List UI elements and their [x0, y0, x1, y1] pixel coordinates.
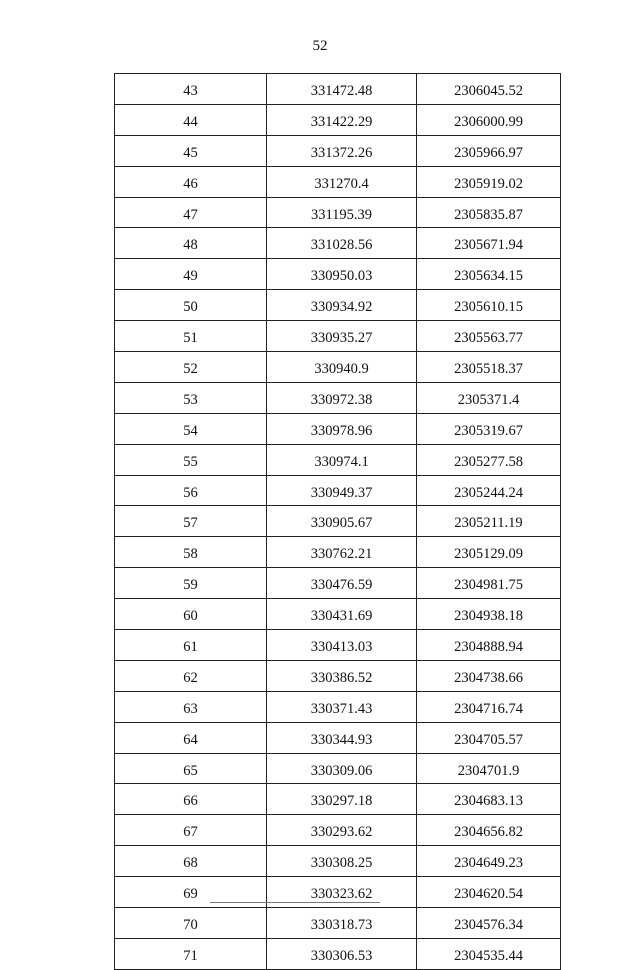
y-coordinate-cell: 2304620.54: [417, 877, 561, 908]
y-coordinate-cell: 2305371.4: [417, 382, 561, 413]
table-row: [115, 908, 561, 939]
x-coordinate-cell: 331028.56: [267, 228, 417, 259]
point-number-cell: 67: [115, 815, 267, 846]
x-coordinate-cell: 330306.53: [267, 938, 417, 969]
table-row: [115, 382, 561, 413]
x-coordinate-cell: 330413.03: [267, 630, 417, 661]
table-row: [115, 506, 561, 537]
scan-edge-line: [210, 902, 380, 903]
point-number-cell: 68: [115, 846, 267, 877]
y-coordinate-cell: 2304656.82: [417, 815, 561, 846]
table-row: [115, 599, 561, 630]
table-row: [115, 846, 561, 877]
point-number-cell: 47: [115, 197, 267, 228]
table-row: [115, 568, 561, 599]
y-coordinate-cell: 2305671.94: [417, 228, 561, 259]
x-coordinate-cell: 330293.62: [267, 815, 417, 846]
x-coordinate-cell: 331422.29: [267, 104, 417, 135]
y-coordinate-cell: 2305835.87: [417, 197, 561, 228]
x-coordinate-cell: 330386.52: [267, 660, 417, 691]
table-row: [115, 259, 561, 290]
point-number-cell: 48: [115, 228, 267, 259]
y-coordinate-cell: 2306000.99: [417, 104, 561, 135]
y-coordinate-cell: 2304649.23: [417, 846, 561, 877]
table-row: [115, 104, 561, 135]
point-number-cell: 69: [115, 877, 267, 908]
x-coordinate-cell: 330972.38: [267, 382, 417, 413]
point-number-cell: 53: [115, 382, 267, 413]
table-row: [115, 475, 561, 506]
x-coordinate-cell: 330318.73: [267, 908, 417, 939]
y-coordinate-cell: 2305919.02: [417, 166, 561, 197]
x-coordinate-cell: 331195.39: [267, 197, 417, 228]
table-row: [115, 753, 561, 784]
y-coordinate-cell: 2304701.9: [417, 753, 561, 784]
point-number-cell: 63: [115, 691, 267, 722]
point-number-cell: 43: [115, 74, 267, 105]
x-coordinate-cell: 330344.93: [267, 722, 417, 753]
table-row: [115, 537, 561, 568]
point-number-cell: 52: [115, 352, 267, 383]
point-number-cell: 64: [115, 722, 267, 753]
y-coordinate-cell: 2305244.24: [417, 475, 561, 506]
table-row: [115, 321, 561, 352]
x-coordinate-cell: 330323.62: [267, 877, 417, 908]
x-coordinate-cell: 330974.1: [267, 444, 417, 475]
y-coordinate-cell: 2304576.34: [417, 908, 561, 939]
x-coordinate-cell: 331372.26: [267, 135, 417, 166]
table-row: [115, 938, 561, 969]
table-row: [115, 630, 561, 661]
table-row: [115, 135, 561, 166]
y-coordinate-cell: 2305966.97: [417, 135, 561, 166]
table-row: [115, 352, 561, 383]
y-coordinate-cell: 2304738.66: [417, 660, 561, 691]
table-row: [115, 444, 561, 475]
point-number-cell: 49: [115, 259, 267, 290]
point-number-cell: 57: [115, 506, 267, 537]
table-row: [115, 784, 561, 815]
y-coordinate-cell: 2305563.77: [417, 321, 561, 352]
y-coordinate-cell: 2305211.19: [417, 506, 561, 537]
point-number-cell: 58: [115, 537, 267, 568]
table-row: [115, 815, 561, 846]
y-coordinate-cell: 2306045.52: [417, 74, 561, 105]
x-coordinate-cell: 330949.37: [267, 475, 417, 506]
table-row: [115, 166, 561, 197]
y-coordinate-cell: 2305319.67: [417, 413, 561, 444]
x-coordinate-cell: 331270.4: [267, 166, 417, 197]
x-coordinate-cell: 330762.21: [267, 537, 417, 568]
x-coordinate-cell: 330297.18: [267, 784, 417, 815]
x-coordinate-cell: 330476.59: [267, 568, 417, 599]
point-number-cell: 55: [115, 444, 267, 475]
table-row: [115, 290, 561, 321]
point-number-cell: 70: [115, 908, 267, 939]
point-number-cell: 45: [115, 135, 267, 166]
table-row: [115, 691, 561, 722]
point-number-cell: 54: [115, 413, 267, 444]
table-row: [115, 228, 561, 259]
point-number-cell: 46: [115, 166, 267, 197]
y-coordinate-cell: 2305518.37: [417, 352, 561, 383]
y-coordinate-cell: 2304938.18: [417, 599, 561, 630]
point-number-cell: 61: [115, 630, 267, 661]
y-coordinate-cell: 2305610.15: [417, 290, 561, 321]
x-coordinate-cell: 330934.92: [267, 290, 417, 321]
x-coordinate-cell: 330950.03: [267, 259, 417, 290]
point-number-cell: 56: [115, 475, 267, 506]
point-number-cell: 62: [115, 660, 267, 691]
point-number-cell: 44: [115, 104, 267, 135]
point-number-cell: 71: [115, 938, 267, 969]
y-coordinate-cell: 2305129.09: [417, 537, 561, 568]
point-number-cell: 51: [115, 321, 267, 352]
y-coordinate-cell: 2304981.75: [417, 568, 561, 599]
x-coordinate-cell: 330935.27: [267, 321, 417, 352]
x-coordinate-cell: 330431.69: [267, 599, 417, 630]
x-coordinate-cell: 330309.06: [267, 753, 417, 784]
y-coordinate-cell: 2304535.44: [417, 938, 561, 969]
table-row: [115, 413, 561, 444]
y-coordinate-cell: 2304705.57: [417, 722, 561, 753]
x-coordinate-cell: 330308.25: [267, 846, 417, 877]
y-coordinate-cell: 2305634.15: [417, 259, 561, 290]
point-number-cell: 50: [115, 290, 267, 321]
x-coordinate-cell: 330940.9: [267, 352, 417, 383]
y-coordinate-cell: 2304888.94: [417, 630, 561, 661]
point-number-cell: 66: [115, 784, 267, 815]
table-row: [115, 74, 561, 105]
x-coordinate-cell: 330371.43: [267, 691, 417, 722]
x-coordinate-cell: 331472.48: [267, 74, 417, 105]
point-number-cell: 60: [115, 599, 267, 630]
coordinate-table: [114, 73, 561, 970]
page-number: 52: [312, 38, 328, 54]
table-row: [115, 660, 561, 691]
table-row: [115, 722, 561, 753]
y-coordinate-cell: 2304716.74: [417, 691, 561, 722]
y-coordinate-cell: 2304683.13: [417, 784, 561, 815]
coordinate-table-body: [115, 74, 561, 970]
point-number-cell: 59: [115, 568, 267, 599]
point-number-cell: 65: [115, 753, 267, 784]
y-coordinate-cell: 2305277.58: [417, 444, 561, 475]
x-coordinate-cell: 330905.67: [267, 506, 417, 537]
x-coordinate-cell: 330978.96: [267, 413, 417, 444]
table-row: [115, 197, 561, 228]
